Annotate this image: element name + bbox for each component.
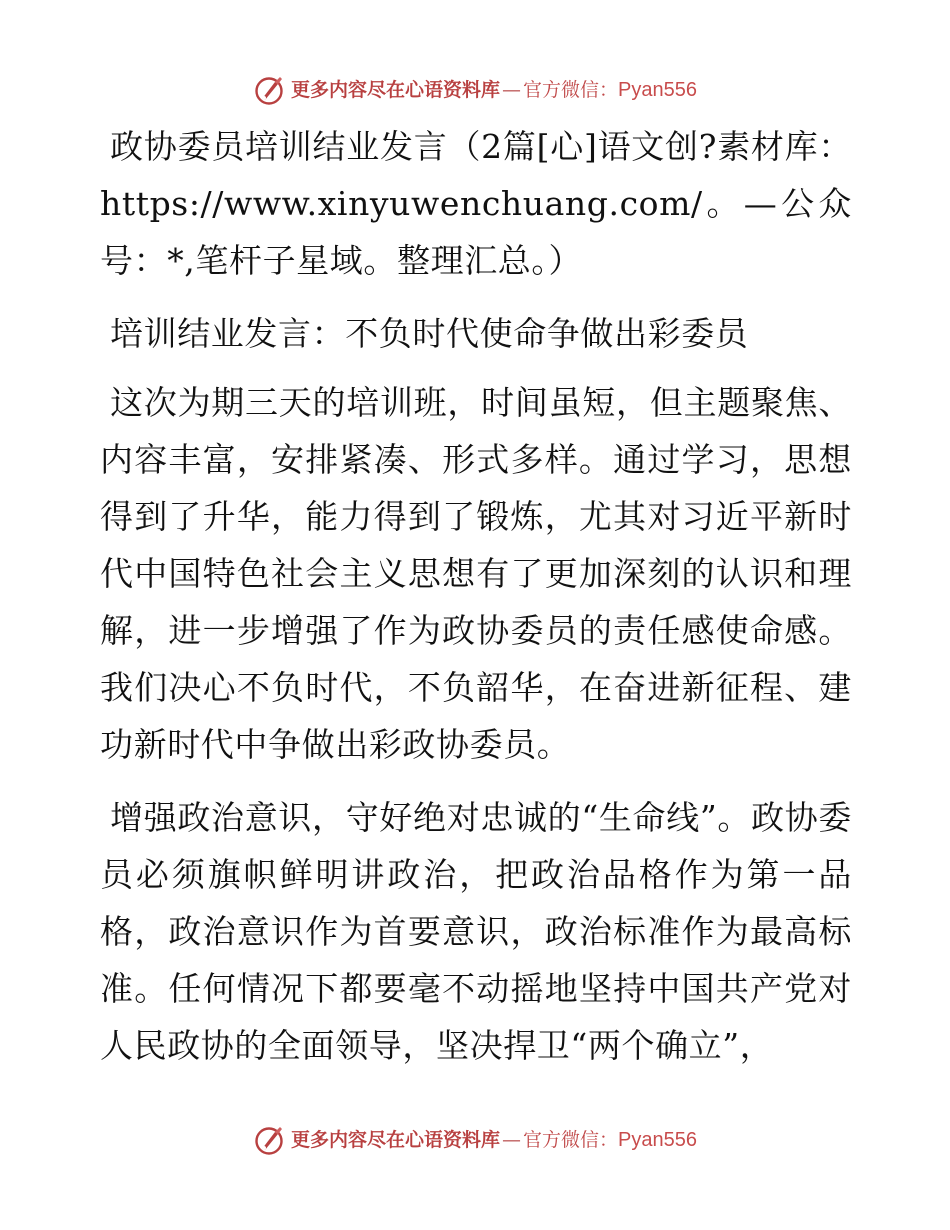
title-paragraph-text: 政协委员培训结业发言（2篇[心]语文创?素材库：https://www.xinyuwenchuang.com/。—公众号：*,笔杆子星域。整理汇总。）: [100, 127, 852, 280]
banner-main-text: 更多内容尽在心语资料库: [291, 78, 501, 101]
body-paragraph-1: [100, 374, 852, 773]
banner-wechat-id: Pyan556: [618, 1129, 697, 1151]
banner-separator: —: [502, 1128, 522, 1151]
banner-wechat-id: Pyan556: [618, 79, 697, 101]
body-paragraph-2-text: 增强政治意识，守好绝对忠诚的“生命线”。政协委员必须旗帜鲜明讲政治，把政治品格作为第一品格，政治意识作为首要意识，政治标准作为最高标准。任何情况下都要毫不动摇地坚持中国共产党对人民政协的全面领导，坚决捍卫“两个确立”，: [100, 798, 852, 1065]
section-heading-text: 培训结业发言：不负时代使命争做出彩委员: [110, 314, 749, 353]
banner-separator: —: [502, 78, 522, 101]
section-heading: [100, 305, 852, 362]
quill-pen-logo-icon: [253, 1124, 285, 1156]
footer-banner: [0, 1118, 950, 1162]
header-banner: [0, 68, 950, 112]
title-paragraph: [100, 118, 852, 289]
body-paragraph-1-text: 这次为期三天的培训班，时间虽短，但主题聚焦、内容丰富，安排紧凑、形式多样。通过学习，思想得到了升华，能力得到了锻炼，尤其对习近平新时代中国特色社会主义思想有了更加深刻的认识和理解，进一步增强了作为政协委员的责任感使命感。我们决心不负时代，不负韶华，在奋进新征程、建功新时代中争做出彩政协委员。: [100, 383, 852, 764]
document-body: [100, 118, 852, 1090]
banner-wechat-label: 官方微信：: [523, 1128, 619, 1151]
body-paragraph-2: [100, 789, 852, 1074]
quill-pen-logo-icon: [253, 74, 285, 106]
banner-wechat-label: 官方微信：: [523, 78, 619, 101]
banner-main-text: 更多内容尽在心语资料库: [291, 1128, 501, 1151]
